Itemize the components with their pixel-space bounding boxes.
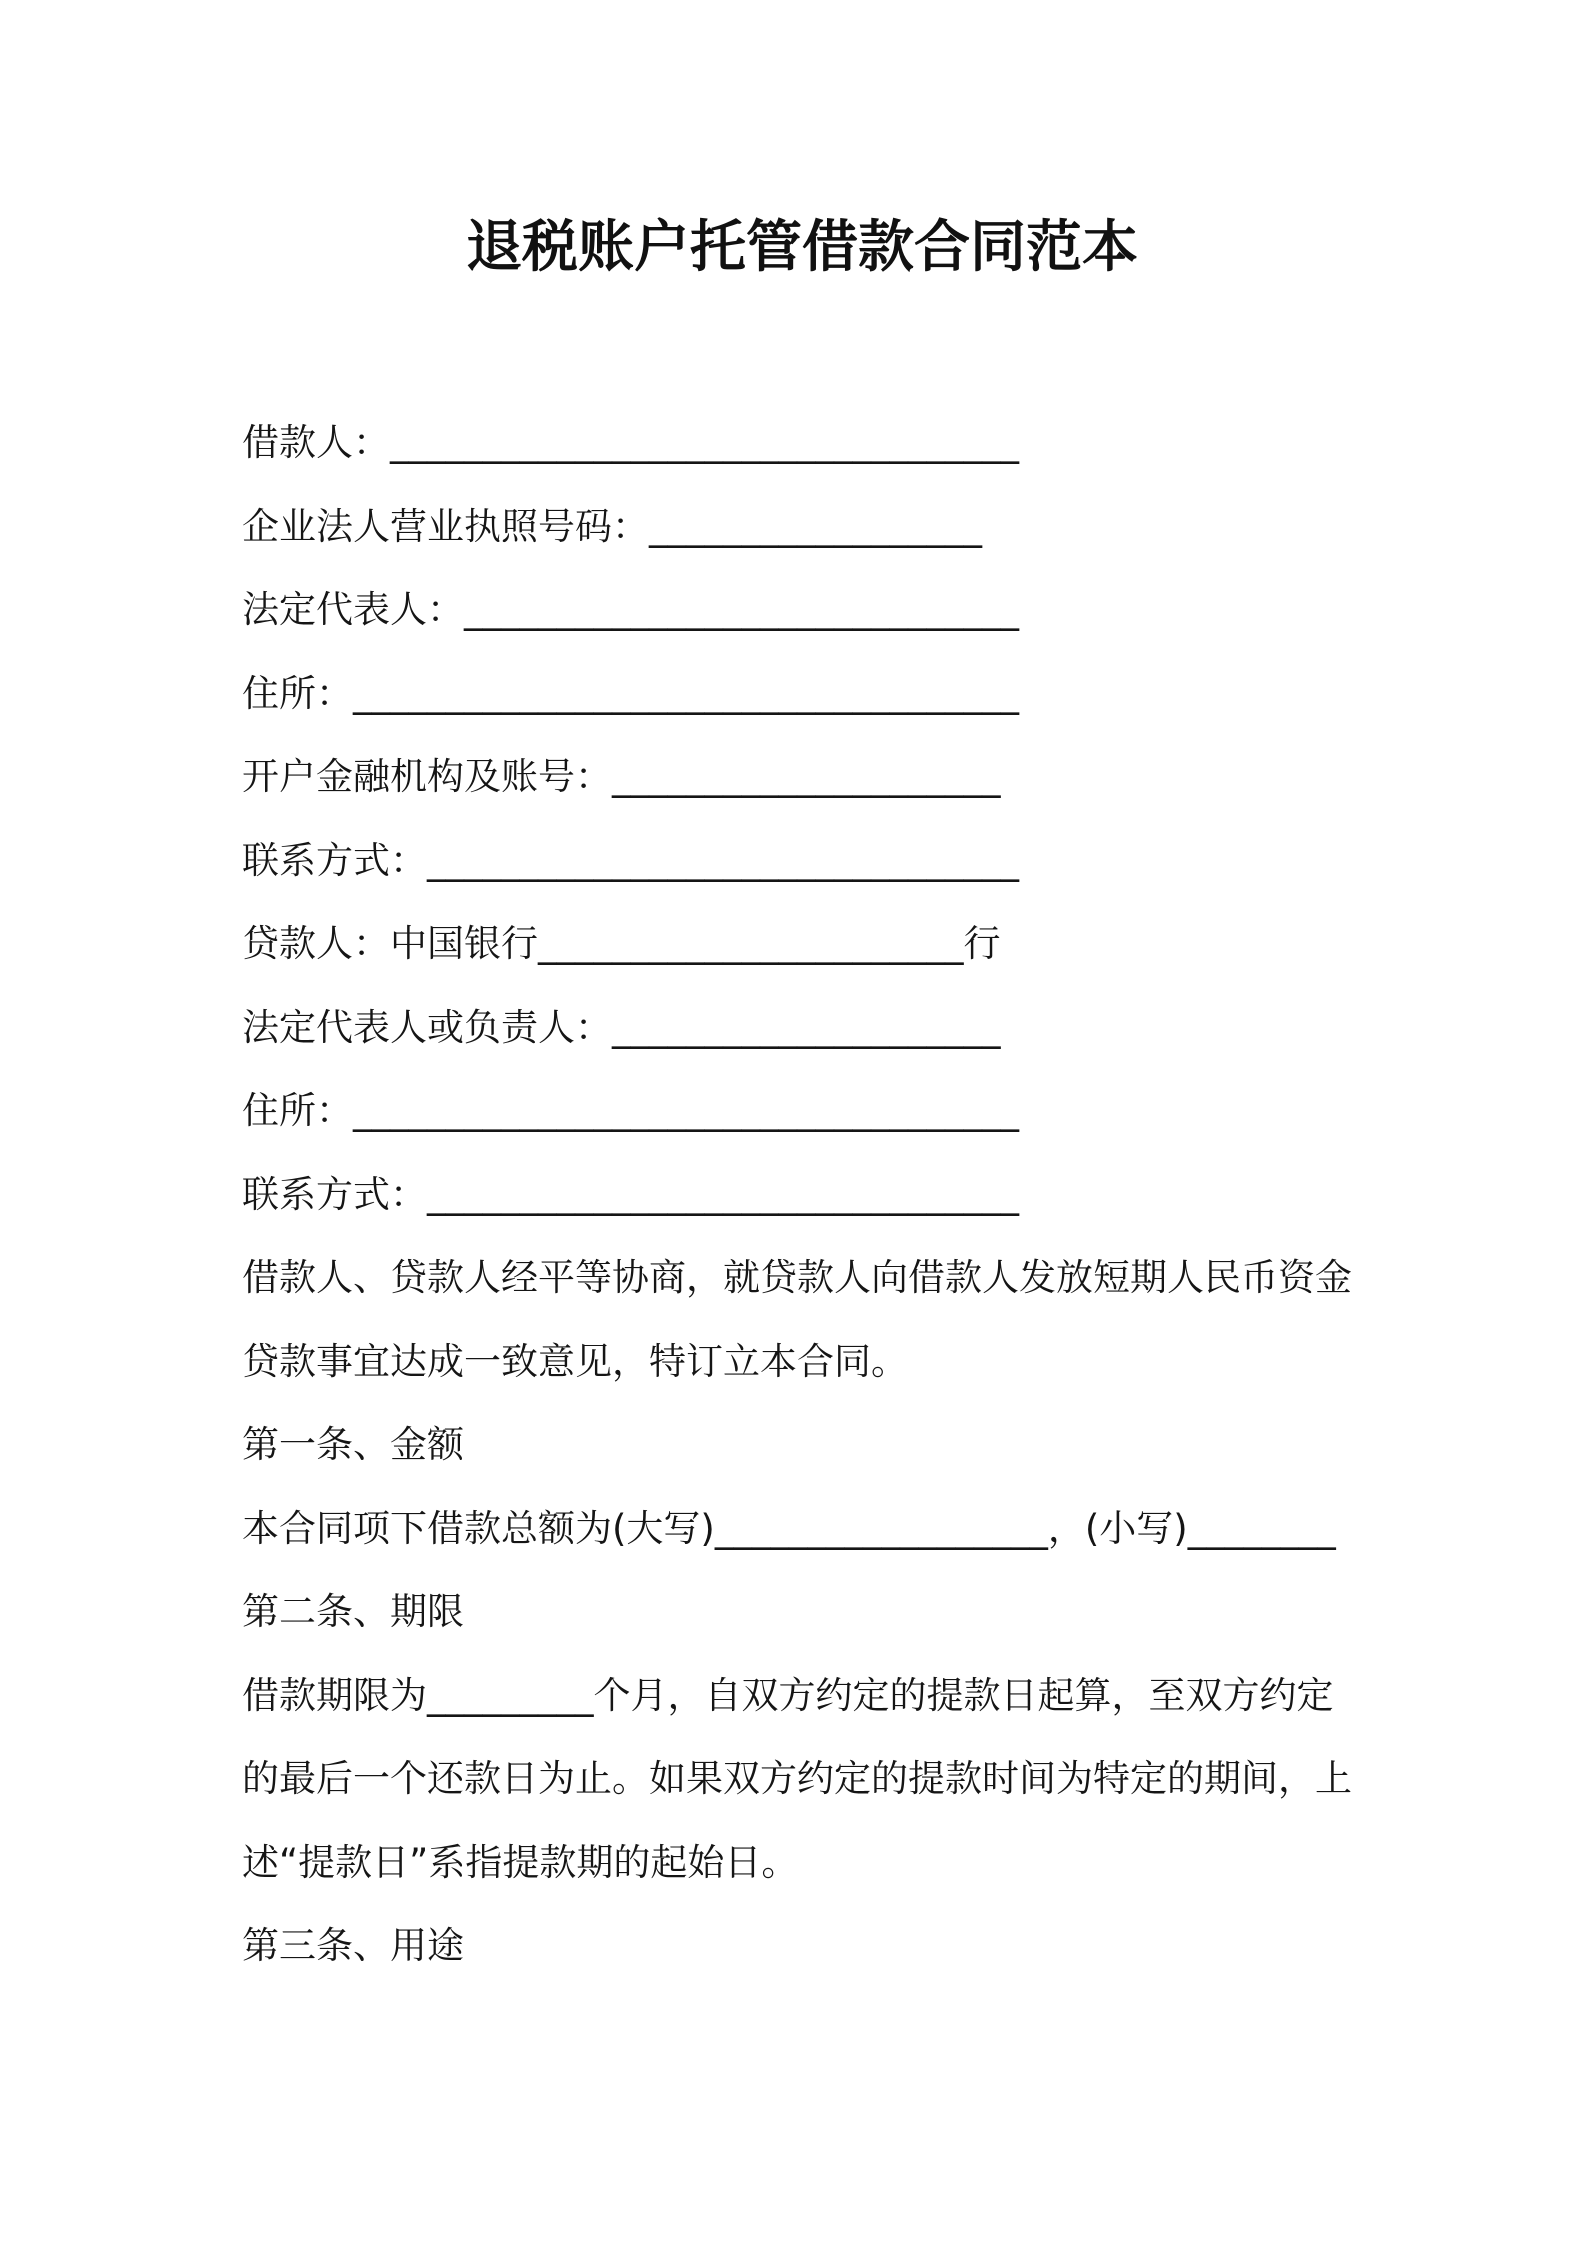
article-1-amount-line: [242, 1487, 1442, 1571]
preamble-line: 借款人、贷款人经平等协商，就贷款人向借款人发放短期人民币资金: [242, 1256, 1352, 1299]
lender-legal-rep-field: [242, 986, 1442, 1070]
borrower-contact-field: [242, 819, 1442, 903]
lender-bank-name: 中国银行: [390, 922, 538, 965]
borrower-contact-label: 联系方式：: [242, 838, 427, 882]
lender-legal-rep-blank: _____________________: [612, 1005, 1001, 1049]
borrower-legal-rep-blank: ______________________________: [464, 588, 1019, 631]
borrower-legal-rep-field: [242, 568, 1442, 652]
lender-address-field: [242, 1069, 1442, 1153]
borrower-license-blank: __________________: [649, 504, 982, 548]
document-title: 退税账户托管借款合同范本: [466, 215, 1138, 280]
term-months-blank: _________: [427, 1673, 594, 1717]
article-1-heading: 第一条、金额: [242, 1423, 464, 1466]
lender-branch-suffix: 行: [963, 922, 1001, 965]
preamble-line: 贷款事宜达成一致意见，特订立本合同。: [242, 1339, 908, 1383]
article-2-text-line: 述“提款日”系指提款期的起始日。: [242, 1840, 799, 1884]
borrower-name-label: 借款人：: [242, 421, 390, 464]
lender-legal-rep-label: 法定代表人或负责人：: [242, 1005, 612, 1049]
lender-contact-label: 联系方式：: [242, 1172, 427, 1216]
borrower-address-label: 住所：: [242, 671, 353, 715]
article-2-text-line: 的最后一个还款日为止。如果双方约定的提款时间为特定的期间，上: [242, 1757, 1352, 1800]
contract-body: [242, 401, 1442, 1988]
lender-name-label: 贷款人：: [242, 922, 390, 965]
article-3-heading: 第三条、用途: [242, 1924, 464, 1967]
borrower-bank-account-field: [242, 735, 1442, 819]
lender-address-label: 住所：: [242, 1089, 353, 1132]
borrower-bank-account-label: 开户金融机构及账号：: [242, 755, 612, 798]
lender-address-blank: ____________________________________: [353, 1089, 1019, 1132]
amount-lower-blank: ________: [1187, 1506, 1336, 1550]
borrower-name-blank: __________________________________: [390, 421, 1019, 464]
amount-text-middle: ，(小写): [1047, 1506, 1188, 1550]
borrower-address-field: [242, 652, 1442, 736]
article-2-heading: 第二条、期限: [242, 1590, 464, 1633]
borrower-license-label: 企业法人营业执照号码：: [242, 504, 649, 548]
amount-text-before: 本合同项下借款总额为(大写): [242, 1506, 715, 1550]
borrower-legal-rep-label: 法定代表人：: [242, 588, 464, 631]
borrower-contact-blank: ________________________________: [427, 838, 1019, 882]
lender-contact-blank: ________________________________: [427, 1172, 1019, 1216]
borrower-address-blank: ____________________________________: [353, 671, 1019, 715]
borrower-name-field: [242, 401, 1442, 485]
term-text-after: 个月，自双方约定的提款日起算，至双方约定: [593, 1673, 1334, 1717]
lender-branch-blank: _______________________: [538, 922, 964, 965]
lender-contact-field: [242, 1153, 1442, 1237]
lender-name-field: [242, 902, 1442, 986]
borrower-bank-account-blank: _____________________: [612, 755, 1001, 798]
article-2-term-line: [242, 1654, 1442, 1738]
amount-upper-blank: __________________: [714, 1506, 1048, 1550]
borrower-license-field: [242, 485, 1442, 569]
term-text-before: 借款期限为: [242, 1673, 427, 1717]
